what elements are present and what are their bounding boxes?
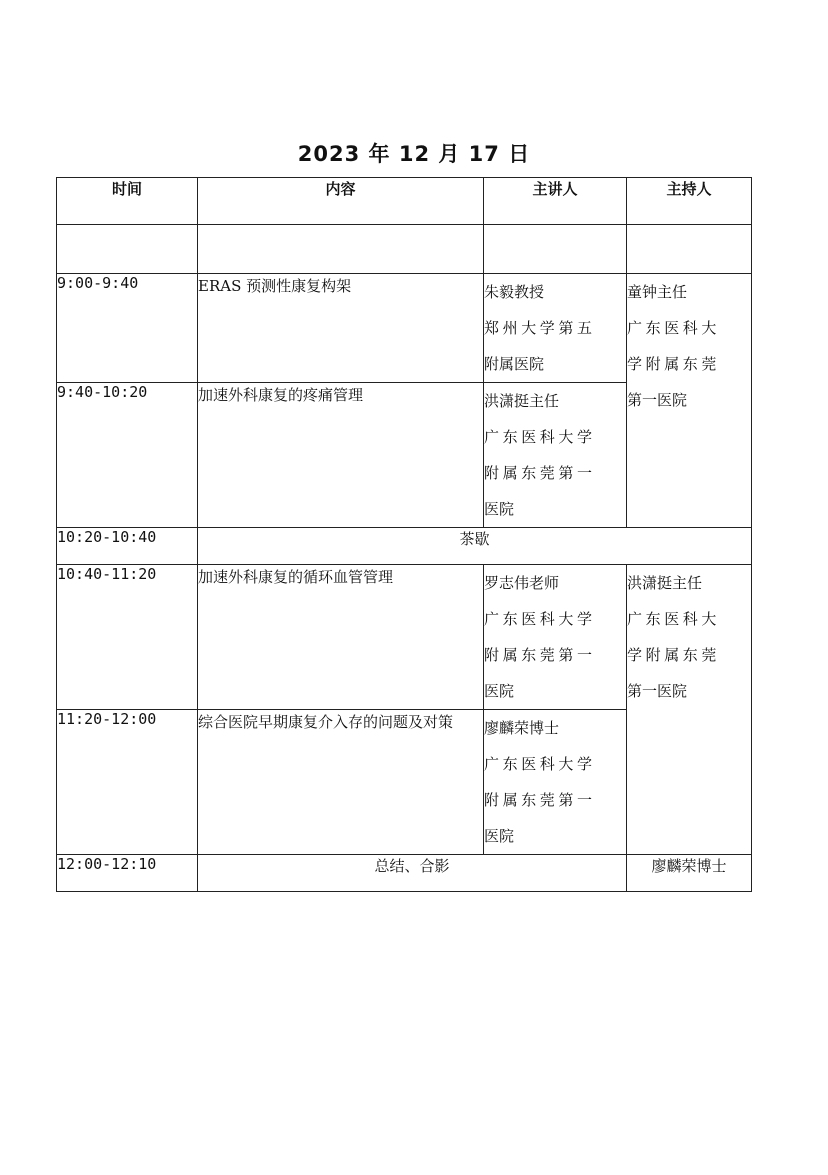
break-cell: 茶歇 <box>198 528 752 565</box>
speaker-affiliation-line: 附属医院 <box>484 355 545 373</box>
host-affiliation-line: 第一医院 <box>627 682 688 700</box>
speaker-cell <box>484 710 627 855</box>
speaker-cell <box>484 383 627 528</box>
table-row <box>57 565 752 710</box>
time-cell: 11:20-12:00 <box>57 710 198 855</box>
table-row-break <box>57 528 752 565</box>
table-row <box>57 274 752 383</box>
speaker-name: 廖麟荣博士 <box>484 719 560 737</box>
header-content: 内容 <box>198 178 484 225</box>
header-time: 时间 <box>57 178 198 225</box>
speaker-name: 朱毅教授 <box>484 283 545 301</box>
time-cell: 12:00-12:10 <box>57 855 198 892</box>
blank-row <box>57 225 752 274</box>
speaker-cell <box>484 565 627 710</box>
host-cell <box>627 565 752 855</box>
speaker-affiliation-line: 附属东莞第一 <box>484 464 596 482</box>
host-affiliation-line: 学附属东莞 <box>627 646 721 664</box>
speaker-affiliation-line: 郑州大学第五 <box>484 319 596 337</box>
time-cell: 9:40-10:20 <box>57 383 198 528</box>
schedule-table <box>56 177 752 892</box>
header-speaker: 主讲人 <box>484 178 627 225</box>
content-cell: 加速外科康复的循环血管管理 <box>198 565 484 710</box>
host-affiliation-line: 第一医院 <box>627 391 688 409</box>
time-cell: 9:00-9:40 <box>57 274 198 383</box>
empty-cell <box>484 225 627 274</box>
time-cell: 10:40-11:20 <box>57 565 198 710</box>
time-cell: 10:20-10:40 <box>57 528 198 565</box>
host-affiliation-line: 广东医科大 <box>627 610 721 628</box>
host-name: 童钟主任 <box>627 283 688 301</box>
host-affiliation-line: 学附属东莞 <box>627 355 721 373</box>
speaker-name: 罗志伟老师 <box>484 574 560 592</box>
speaker-affiliation-line: 医院 <box>484 827 515 845</box>
closing-content-cell: 总结、合影 <box>198 855 627 892</box>
header-host: 主持人 <box>627 178 752 225</box>
host-cell <box>627 274 752 528</box>
host-affiliation-line: 广东医科大 <box>627 319 721 337</box>
speaker-affiliation-line: 广东医科大学 <box>484 610 596 628</box>
content-cell: 加速外科康复的疼痛管理 <box>198 383 484 528</box>
speaker-affiliation-line: 广东医科大学 <box>484 755 596 773</box>
speaker-affiliation-line: 医院 <box>484 682 515 700</box>
table-row-closing <box>57 855 752 892</box>
content-cell: ERAS 预测性康复构架 <box>198 274 484 383</box>
speaker-affiliation-line: 附属东莞第一 <box>484 646 596 664</box>
content-cell: 综合医院早期康复介入存的问题及对策 <box>198 710 484 855</box>
speaker-affiliation-line: 附属东莞第一 <box>484 791 596 809</box>
empty-cell <box>198 225 484 274</box>
speaker-affiliation-line: 广东医科大学 <box>484 428 596 446</box>
speaker-name: 洪潇挺主任 <box>484 392 560 410</box>
closing-host-cell: 廖麟荣博士 <box>627 855 752 892</box>
speaker-affiliation-line: 医院 <box>484 500 515 518</box>
empty-cell <box>627 225 752 274</box>
page-title: 2023 年 12 月 17 日 <box>297 142 531 166</box>
empty-cell <box>57 225 198 274</box>
header-row <box>57 178 752 225</box>
speaker-cell <box>484 274 627 383</box>
host-name: 洪潇挺主任 <box>627 574 703 592</box>
